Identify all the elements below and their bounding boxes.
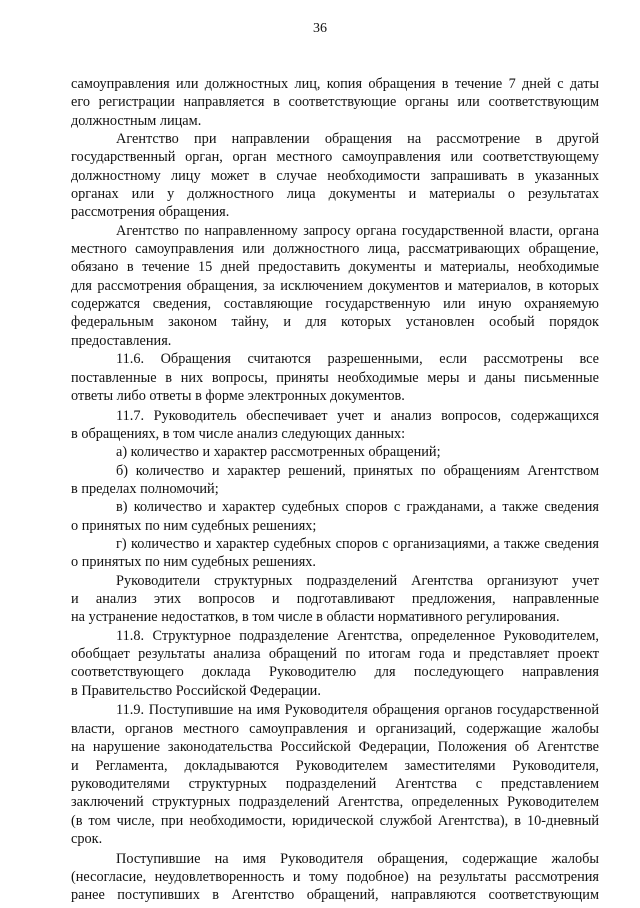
page-number: 36	[313, 21, 327, 36]
text-line: в) количество и характер судебных споров с гражданами, а также сведения	[116, 499, 599, 516]
paragraph	[71, 462, 599, 499]
text-line: Поступившие на имя Руководителя обращения, содержащие жалобы	[116, 850, 599, 867]
text-line: в обращениях, в том числе анализ следующих данных:	[71, 425, 406, 442]
text-line: органах или у должностного лица документы и материалы о результатах	[71, 186, 599, 203]
paragraph	[71, 407, 599, 444]
text-line: 11.9. Поступившие на имя Руководителя обращения органов государственной	[116, 702, 599, 719]
text-line: самоуправления или должностных лиц, копия обращения в течение 7 дней с даты	[71, 76, 599, 92]
text-line: на устранение недостатков, в том числе в области нормативного регулирования.	[71, 609, 560, 626]
text-line: соответствующего доклада Руководителю для последующего направления	[71, 664, 599, 681]
text-line: ответы либо ответы в форме электронных документов.	[71, 387, 405, 404]
text-line: для рассмотрения обращения, за исключением документов и материалов, в которых	[71, 277, 599, 294]
text-line: государственный орган, орган местного самоуправления или соответствующему	[71, 149, 599, 166]
text-line: а) количество и характер рассмотренных обращений;	[116, 444, 441, 461]
text-line: федеральным законом тайну, и для которых установлен особый порядок	[71, 314, 599, 331]
text-line: поставленные в них вопросы, приняты необходимые меры и даны письменные	[71, 369, 599, 386]
text-line: должностным лицам.	[71, 112, 202, 129]
paragraph	[71, 498, 599, 535]
text-line: заключений структурных подразделений Агентства, определенных Руководителем	[71, 794, 599, 811]
text-line: о принятых по ним судебных решениях.	[71, 554, 317, 571]
text-line: предоставления.	[71, 332, 172, 349]
text-line: местного самоуправления или должностного лица, рассматривающих обращение,	[71, 241, 599, 258]
text-line: власти, органов местного самоуправления и организаций, содержащие жалобы	[71, 720, 599, 737]
text-line: должностному лицу может в случае необходимости запрашивать в указанных	[71, 167, 599, 184]
paragraph	[71, 75, 599, 130]
text-line: 11.6. Обращения считаются разрешенными, если рассмотрены все	[116, 351, 599, 368]
text-line: 11.8. Структурное подразделение Агентства, определенное Руководителем,	[116, 627, 599, 644]
text-line: содержатся сведения, составляющие государственную или иную охраняемую	[71, 296, 599, 313]
text-line: руководителями структурных подразделений Агентства с представлением	[71, 775, 599, 792]
text-line: и анализ этих вопросов и подготавливают предложения, направленные	[71, 591, 599, 608]
text-line: ранее поступивших в Агентство обращений, направляются соответствующим	[71, 887, 599, 904]
paragraph	[71, 222, 599, 350]
text-line: и Регламента, докладываются Руководителем заместителями Руководителя,	[71, 757, 599, 774]
paragraph	[71, 627, 599, 700]
text-line: обобщает результаты анализа обращений по итогам года и представляет проект	[71, 646, 599, 663]
text-line: Агентство по направленному запросу органа государственной власти, органа	[116, 222, 599, 239]
document-body	[71, 75, 599, 905]
text-line: в пределах полномочий;	[71, 480, 219, 497]
paragraph	[71, 535, 599, 572]
text-line: Руководители структурных подразделений Агентства организуют учет	[116, 572, 599, 589]
paragraph	[71, 572, 599, 627]
text-line: 11.7. Руководитель обеспечивает учет и анализ вопросов, содержащихся	[116, 407, 599, 424]
text-line: б) количество и характер решений, принятых по обращениям Агентством	[116, 462, 599, 479]
text-line: в Правительство Российской Федерации.	[71, 682, 321, 699]
paragraph	[71, 701, 599, 848]
text-line: его регистрации направляется в соответствующие органы или соответствующим	[71, 94, 599, 111]
text-line: г) количество и характер судебных споров с организациями, а также сведения	[116, 535, 599, 552]
paragraph	[71, 850, 599, 905]
paragraph	[71, 443, 599, 461]
paragraph	[71, 130, 599, 222]
text-line: Агентство при направлении обращения на рассмотрение в другой	[116, 131, 599, 148]
paragraph	[71, 350, 599, 405]
text-line: о принятых по ним судебных решениях;	[71, 517, 317, 534]
text-line: на нарушение законодательства Российской Федерации, Положения об Агентстве	[71, 739, 599, 756]
text-line: (несогласие, неудовлетворенность и тому подобное) на результаты рассмотрения	[71, 868, 599, 885]
text-line: рассмотрения обращения.	[71, 204, 230, 221]
text-line: обязано в течение 15 дней предоставить документы и материалы, необходимые	[71, 259, 599, 276]
text-line: срок.	[71, 830, 103, 847]
text-line: (в том числе, при необходимости, юридической службой Агентства), в 10-дневный	[71, 812, 599, 829]
